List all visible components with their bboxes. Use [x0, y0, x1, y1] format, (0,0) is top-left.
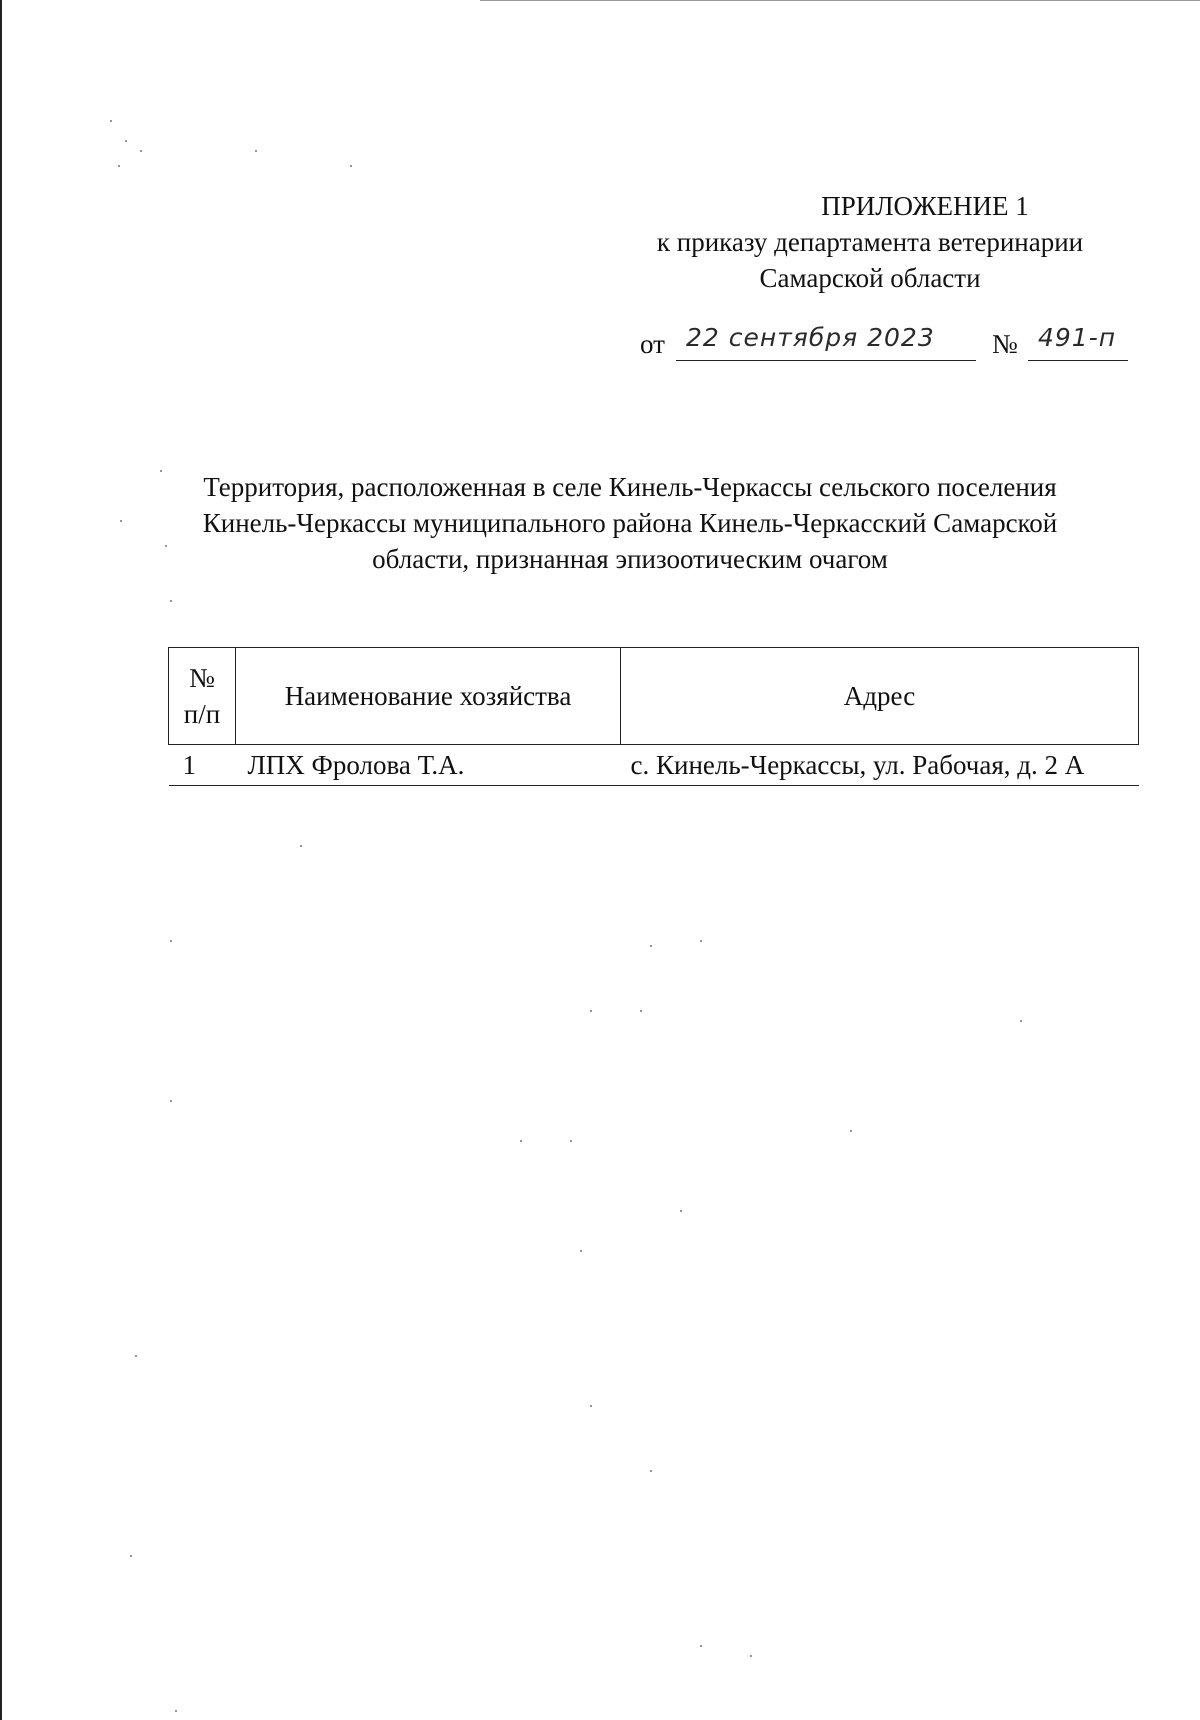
scan-speck [118, 165, 120, 167]
scan-speck [140, 150, 142, 152]
table-header-row [169, 648, 1139, 745]
scan-speck [170, 600, 172, 602]
scan-speck [130, 1555, 132, 1557]
farm-table [168, 647, 1139, 786]
scan-speck [580, 1250, 582, 1252]
scan-speck [680, 1210, 682, 1212]
row-address: с. Кинель-Черкассы, ул. Рабочая, д. 2 А [621, 745, 1139, 786]
scan-speck [300, 845, 302, 847]
scan-speck [125, 140, 127, 142]
scan-speck [255, 150, 257, 152]
order-number-handwritten: 491-п [1038, 323, 1117, 352]
appendix-subtitle-line1: к приказу департамента ветеринарии [656, 227, 1084, 257]
scan-speck [700, 940, 702, 942]
scan-speck [520, 1140, 522, 1142]
scan-speck [700, 1645, 702, 1647]
row-farm-name: ЛПХ Фролова Т.А. [236, 745, 621, 786]
header-number [169, 648, 236, 745]
scan-speck [175, 1710, 177, 1712]
order-number-label: № [992, 329, 1018, 359]
page-top-edge [480, 0, 1200, 1]
scan-speck [350, 165, 352, 167]
scan-speck [640, 1010, 642, 1012]
scan-speck [850, 1130, 852, 1132]
appendix-subtitle-line2: Самарской области [759, 263, 981, 293]
heading-line-1: Территория, расположенная в селе Кинель-Черкассы сельского поселения [203, 472, 1057, 502]
header-address: Адрес [621, 648, 1139, 745]
order-number-underline [1028, 360, 1128, 361]
row-number: 1 [169, 745, 236, 786]
scan-speck [590, 1010, 592, 1012]
order-date-underline [676, 360, 976, 361]
scan-speck [1020, 1020, 1022, 1022]
order-date-handwritten: 22 сентября 2023 [686, 323, 935, 352]
scan-speck [750, 1655, 752, 1657]
order-reference [640, 325, 1130, 365]
heading-line-3: области, признанная эпизоотическим очагом [372, 544, 888, 574]
document-heading [160, 469, 1100, 577]
scan-speck [165, 545, 167, 547]
scan-speck [650, 945, 652, 947]
header-farm-name: Наименование хозяйства [236, 648, 621, 745]
header-number-pp: п/п [183, 699, 221, 729]
scan-speck [590, 1405, 592, 1407]
scan-speck [170, 940, 172, 942]
heading-line-2: Кинель-Черкассы муниципального района Кинель-Черкасский Самарской [202, 508, 1058, 538]
scan-speck [135, 1355, 137, 1357]
page-left-edge [0, 0, 2, 1720]
order-from-label: от [640, 329, 665, 359]
scan-speck [110, 120, 112, 122]
scan-speck [570, 1140, 572, 1142]
appendix-header [610, 188, 1130, 296]
scan-speck [160, 470, 162, 472]
scan-speck [650, 1470, 652, 1472]
header-number-sign: № [189, 663, 215, 693]
scan-speck [170, 1100, 172, 1102]
appendix-title: ПРИЛОЖЕНИЕ 1 [821, 191, 1029, 221]
table-row [169, 745, 1139, 786]
scan-speck [120, 520, 122, 522]
